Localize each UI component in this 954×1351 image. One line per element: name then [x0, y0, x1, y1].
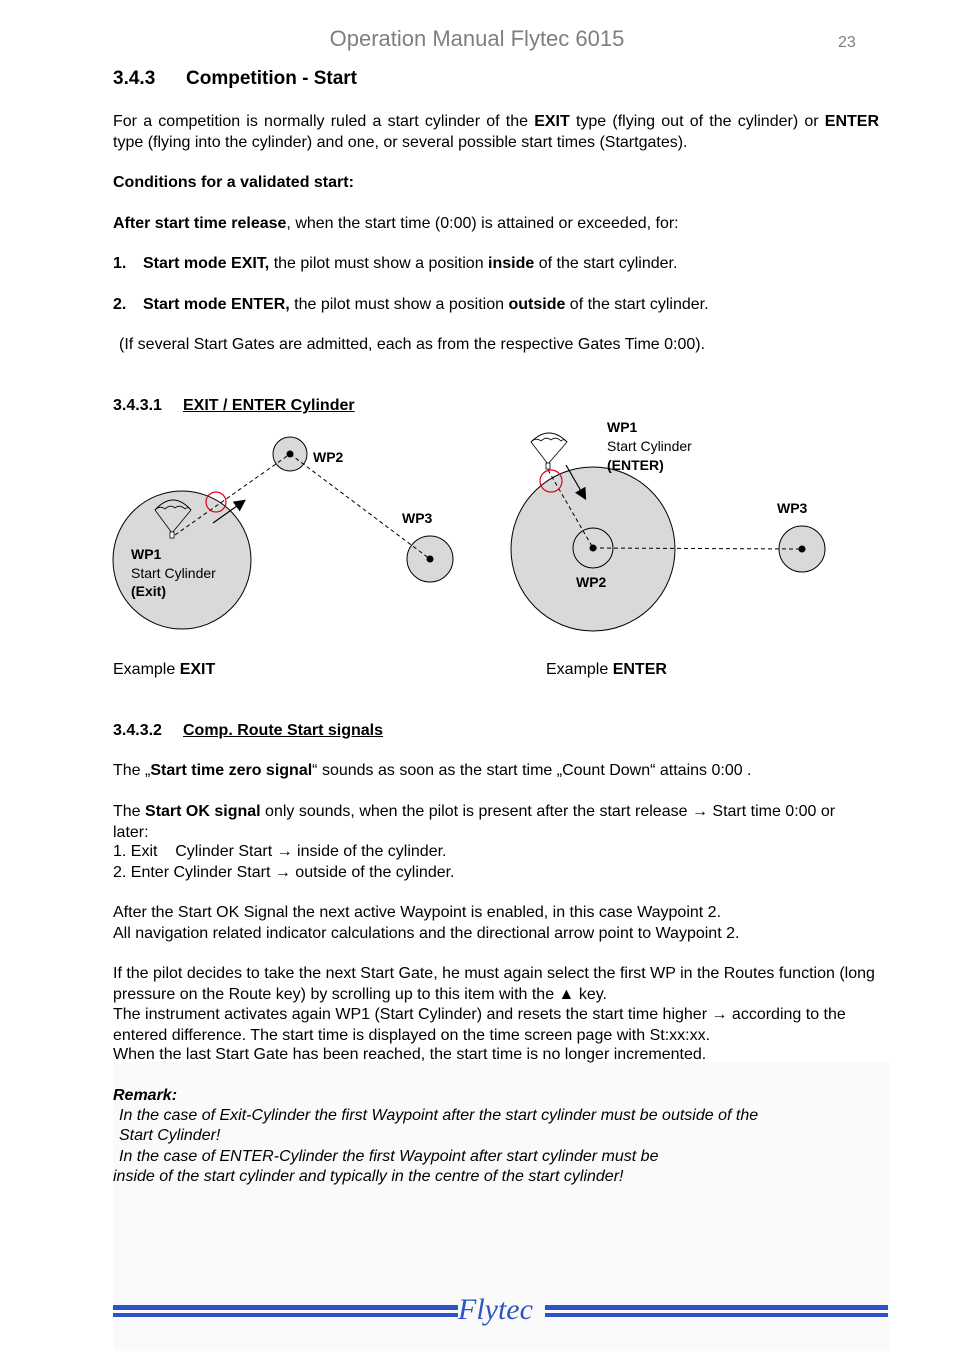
after-release-bold: After start time release	[113, 215, 287, 232]
footer-bar-right-top	[545, 1305, 888, 1310]
zero-signal-bold: Start time zero signal	[150, 762, 313, 779]
after-ok-line-2: All navigation related indicator calculations and the directional arrow point to Waypoint 2.	[113, 925, 740, 942]
enter-wp1-desc: Start Cylinder	[607, 438, 692, 454]
exit-diagram	[113, 437, 453, 629]
after-release-text: , when the start time (0:00) is attained or exceeded, for:	[286, 215, 679, 232]
conditions-heading: Conditions for a validated start:	[113, 174, 354, 191]
list-text: the pilot must show a position	[269, 255, 489, 272]
intro-exit-keyword: EXIT	[534, 113, 570, 130]
caption-enter-bold: ENTER	[612, 661, 667, 678]
next-gate-paragraph-3: When the last Start Gate has been reached, the start time is no longer incremented.	[113, 1046, 707, 1063]
list-bold: Start mode EXIT,	[143, 255, 270, 272]
subsection-number: 3.4.3.2	[113, 722, 162, 739]
ok-signal-text-2: only sounds, when the pilot is present after the start release → Start time 0:00 or later:	[113, 803, 836, 841]
section-title: Competition - Start	[186, 68, 357, 89]
footer-bar-left-bottom	[113, 1313, 458, 1317]
remark-line-1: In the case of Exit-Cylinder the first Waypoint after the start cylinder must be outside of the	[119, 1107, 759, 1124]
after-ok-line-1: After the Start OK Signal the next active Waypoint is enabled, in this case Waypoint 2.	[113, 904, 722, 921]
ok-signal-bold: Start OK signal	[145, 803, 261, 820]
footer-bar-left-top	[113, 1305, 458, 1310]
intro-text-2: type (flying out of the cylinder) or	[569, 113, 825, 130]
next-gate-paragraph-1: If the pilot decides to take the next Start Gate, he must again select the first WP in the Routes function (long pressure on the Route key) by scrolling up to this item with the ▲ key.	[113, 965, 875, 1003]
zero-signal-text-1: The „	[113, 762, 151, 779]
list-bold: Start mode ENTER,	[143, 296, 290, 313]
list-text: the pilot must show a position	[289, 296, 509, 313]
caption-enter	[546, 660, 846, 681]
footer-bar-right-bottom	[545, 1313, 888, 1317]
ok-signal-paragraph	[113, 802, 863, 843]
enter-wp2-label: WP2	[576, 574, 607, 590]
subsection-title: EXIT / ENTER Cylinder	[183, 397, 355, 414]
list-keyword: inside	[488, 255, 535, 272]
intro-enter-keyword: ENTER	[824, 113, 879, 130]
ok-signal-line-1: 1. Exit Cylinder Start → inside of the cylinder.	[113, 843, 447, 860]
exit-wp2-label: WP2	[313, 449, 344, 465]
header-title: Operation Manual Flytec 6015	[329, 26, 625, 51]
next-gate-paragraph-2: The instrument activates again WP1 (Start Cylinder) and resets the start time higher → according to the entered difference. The start time is displayed on the time screen page with St:xx:xx.	[113, 1006, 846, 1044]
flytec-logo: Flytec	[458, 1293, 533, 1326]
list-number: 1.	[113, 255, 127, 272]
section-number: 3.4.3	[113, 68, 156, 89]
caption-enter-prefix: Example	[546, 661, 613, 678]
enter-wp3-label: WP3	[777, 500, 808, 516]
ok-signal-text-1: The	[113, 803, 146, 820]
enter-wp1-mode: (ENTER)	[607, 457, 664, 473]
caption-exit	[113, 660, 413, 681]
subsection-title: Comp. Route Start signals	[183, 722, 384, 739]
exit-wp1-label: WP1	[131, 546, 162, 562]
enter-wp1-label: WP1	[607, 419, 638, 435]
subsection-heading-signals	[113, 722, 383, 740]
exit-wp3-label: WP3	[402, 510, 433, 526]
remark-line-2: Start Cylinder!	[119, 1127, 221, 1144]
enter-diagram	[511, 419, 825, 631]
ok-signal-line-2: 2. Enter Cylinder Start → outside of the cylinder.	[113, 864, 455, 881]
caption-exit-prefix: Example	[113, 661, 180, 678]
gates-note: (If several Start Gates are admitted, each as from the respective Gates Time 0:00).	[119, 336, 706, 353]
exit-wp1-mode: (Exit)	[131, 583, 166, 599]
intro-text-3: type (flying into the cylinder) and one, or several possible start times (Startgates).	[113, 133, 688, 151]
remark-title: Remark:	[113, 1087, 178, 1104]
page-number: 23	[838, 34, 856, 51]
exit-route-line-2	[290, 454, 430, 559]
paraglider-icon	[531, 433, 567, 469]
exit-wp1-desc: Start Cylinder	[131, 565, 216, 581]
remark-line-4: inside of the start cylinder and typically in the centre of the start cylinder!	[113, 1168, 624, 1185]
caption-exit-bold: EXIT	[179, 661, 216, 678]
list-text-end: of the start cylinder.	[565, 296, 709, 313]
intro-text-1: For a competition is normally ruled a start cylinder of the	[113, 113, 535, 130]
zero-signal-paragraph	[113, 761, 879, 782]
remark-line-3: In the case of ENTER-Cylinder the first Waypoint after start cylinder must be	[119, 1148, 659, 1165]
subsection-number: 3.4.3.1	[113, 397, 162, 414]
list-text-end: of the start cylinder.	[534, 255, 678, 272]
list-keyword: outside	[508, 296, 566, 313]
zero-signal-text-2: “ sounds as soon as the start time „Count Down“ attains 0:00 .	[312, 762, 752, 779]
list-number: 2.	[113, 296, 127, 313]
